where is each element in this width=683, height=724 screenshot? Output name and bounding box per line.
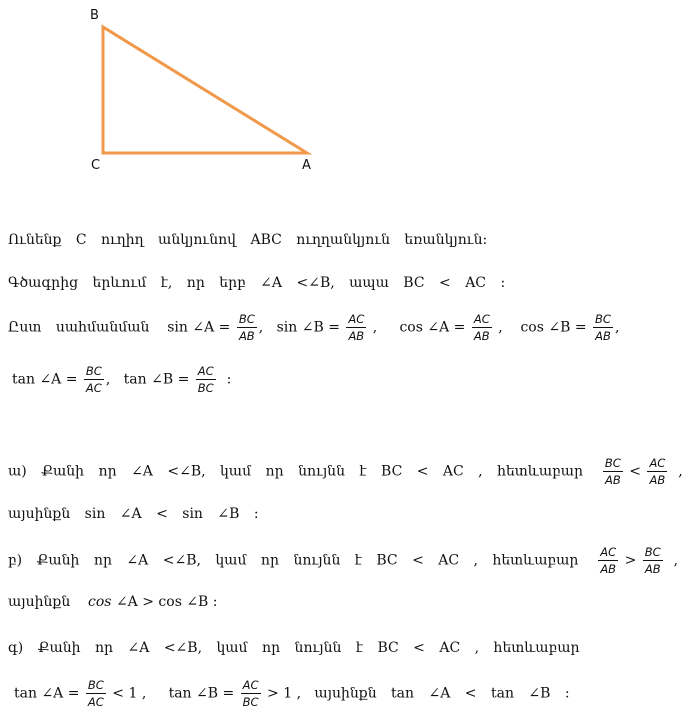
definition-line: Ըստ սահմանման sin ∠A = $\frac{BC}{AB}$ , sin ∠B = $\frac{AC}{AB}$ , cos ∠A = $\frac{AC}{AB}$ , cos ∠B = $\frac{BC}{AB}$ ,	[8, 312, 620, 343]
item-b-conclusion: այսինքն cos ∠A > cos ∠B ։	[8, 594, 218, 610]
vertex-label-c: C	[91, 158, 101, 173]
tan-a-label: tan ∠A =	[12, 371, 78, 388]
tangent-line: tan ∠A = $\frac{BC}{AC}$ , tan ∠B = $\frac{AC}{BC}$ ։	[12, 364, 232, 395]
definition-prefix: Ըստ սահմանման	[8, 319, 150, 336]
fraction-ac-ab-a: $\frac{AC}{AB}$	[649, 456, 666, 487]
fraction-bc-ab-b: $\frac{BC}{AB}$	[644, 545, 661, 576]
fraction-bc-ab: $\frac{BC}{AB}$	[238, 312, 255, 343]
item-c-conclusion: tan ∠A = $\frac{BC}{AC}$ < 1 , tan ∠B = $\frac{AC}{BC}$ > 1 , այսինքն tan ∠A < tan ∠B ։	[14, 678, 570, 709]
sin-b-label: sin ∠B =	[276, 319, 340, 336]
sin-a-label: sin ∠A =	[167, 319, 231, 336]
fraction-ac-bc-c: $\frac{AC}{BC}$	[242, 678, 259, 709]
item-b-prefix: բ) Քանի որ ∠A <∠B, կամ որ նույնն է BC < AC , հետևաբար	[8, 552, 579, 569]
fraction-bc-ab-a: $\frac{BC}{AB}$	[604, 456, 621, 487]
fraction-ac-ab-b: $\frac{AC}{AB}$	[600, 545, 617, 576]
item-a-line: ա) Քանի որ ∠A <∠B, կամ որ նույնն է BC < AC , հետևաբար $\frac{BC}{AB}$ < $\frac{AC}{AB}$ ,	[8, 456, 683, 487]
cos-b-label: cos ∠B =	[520, 319, 587, 336]
tan-b-label: tan ∠B =	[123, 371, 190, 388]
fraction-ac-ab-2: $\frac{AC}{AB}$	[473, 312, 490, 343]
item-a-prefix: ա) Քանի որ ∠A <∠B, կամ որ նույնն է BC < AC , հետևաբար	[8, 463, 584, 480]
item-c-line: գ) Քանի որ ∠A <∠B, կամ որ նույնն է BC < AC , հետևաբար	[8, 640, 580, 656]
intro-line: Ունենք C ուղիղ անկյունով ABC ուղղանկյուն եռանկյուն։	[8, 232, 488, 248]
triangle-abc	[103, 27, 307, 153]
fraction-bc-ac-c: $\frac{BC}{AC}$	[87, 678, 104, 709]
vertex-label-a: A	[302, 158, 311, 173]
vertex-label-b: B	[90, 8, 99, 23]
item-a-conclusion: այսինքն sin ∠A < sin ∠B ։	[8, 506, 259, 522]
item-b-line: բ) Քանի որ ∠A <∠B, կամ որ նույնն է BC < AC , հետևաբար $\frac{AC}{AB}$ > $\frac{BC}{AB}$ ,	[8, 545, 679, 576]
fraction-ac-bc: $\frac{AC}{BC}$	[197, 364, 214, 395]
fraction-bc-ac: $\frac{BC}{AC}$	[85, 364, 102, 395]
fraction-bc-ab-2: $\frac{BC}{AB}$	[595, 312, 611, 343]
cos-a-label: cos ∠A =	[399, 319, 466, 336]
fraction-ac-ab: $\frac{AC}{AB}$	[348, 312, 365, 343]
observation-line: Գծագրից երևում է, որ երբ ∠A <∠B, ապա BC < AC ։	[8, 275, 506, 291]
